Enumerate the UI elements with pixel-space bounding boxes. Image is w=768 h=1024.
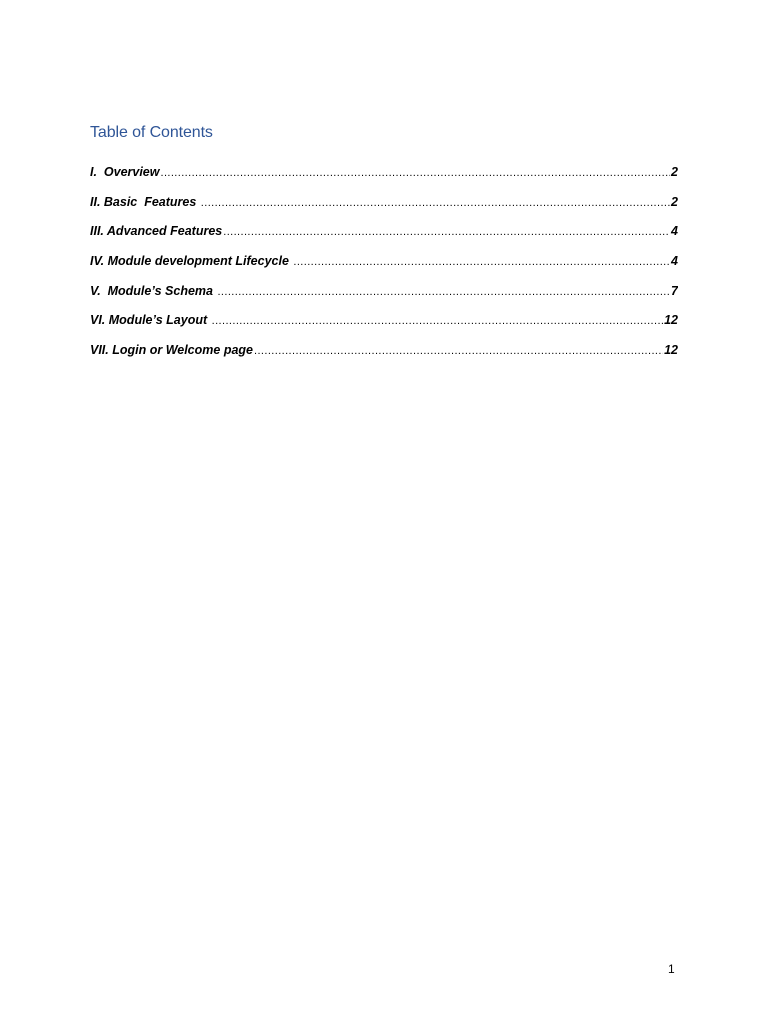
toc-entry-module-development-lifecycle[interactable] [90,254,678,284]
toc-entry-page: 2 [671,194,678,209]
toc-entry-page: 12 [664,313,678,328]
toc-entry-overview[interactable] [90,165,678,195]
toc-dot-leader [254,345,663,357]
toc-entry-title: III. Advanced Features [90,224,223,239]
toc-dot-leader [212,315,663,327]
toc-entry-page: 2 [671,165,678,179]
toc-entry-page: 7 [671,283,678,298]
toc-dot-leader [160,167,670,179]
page-number: 1 [668,962,675,976]
toc-heading: Table of Contents [90,124,213,141]
toc-entry-module-layout[interactable] [90,313,678,343]
toc-entry-page: 12 [664,343,678,358]
toc-entry-login-welcome-page[interactable] [90,343,678,373]
toc-dot-leader [293,256,670,268]
toc-entry-title: IV. Module development Lifecycle [90,254,293,269]
toc-entry-title: V. Module’s Schema [90,283,217,298]
toc-entry-basic-features[interactable] [90,195,678,225]
toc-entry-title: VI. Module’s Layout [90,313,211,328]
toc-entry-page: 4 [671,224,678,239]
toc-entry-advanced-features[interactable] [90,224,678,254]
toc-dot-leader [223,226,670,238]
toc-entry-title: I. Overview [90,165,160,179]
toc-entry-title: VII. Login or Welcome page [90,343,253,358]
toc-dot-leader [217,286,670,298]
toc-entry-module-schema[interactable] [90,284,678,314]
toc-list [90,165,678,373]
toc-entry-title: II. Basic Features [90,194,200,209]
toc-dot-leader [201,197,670,209]
toc-entry-page: 4 [671,254,678,269]
